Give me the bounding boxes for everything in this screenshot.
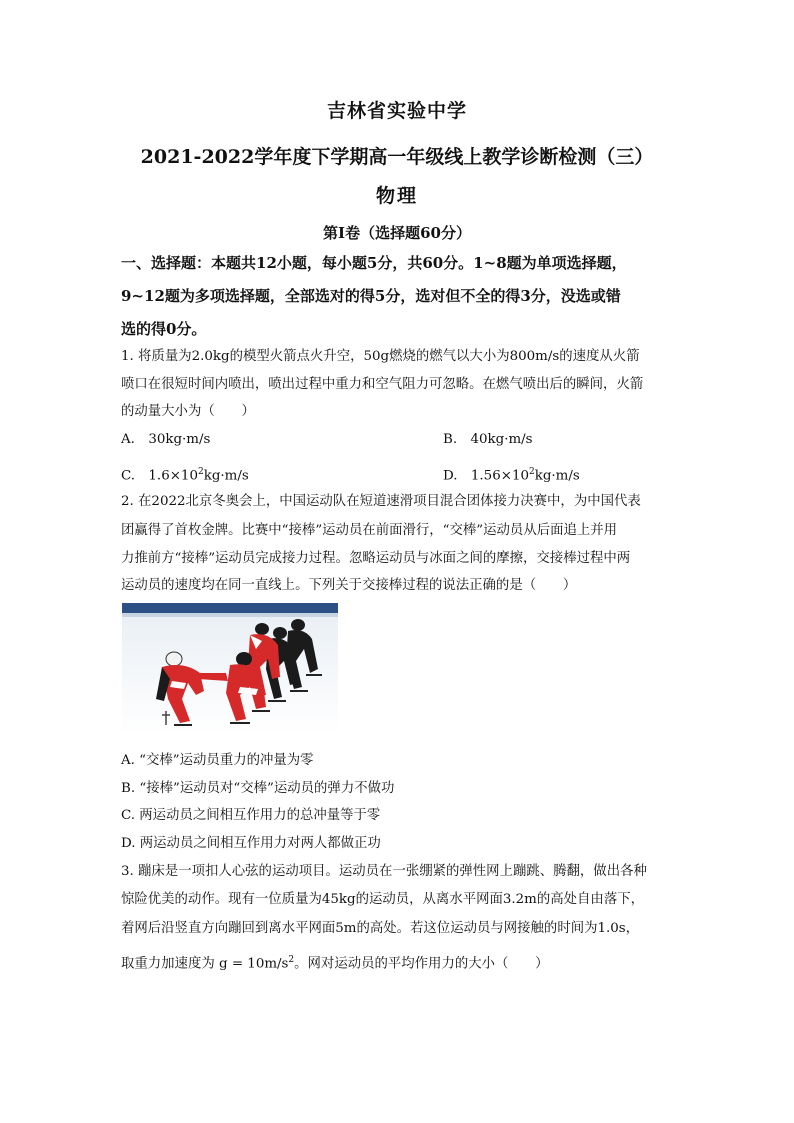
q3-question-text: 。网对运动员的平均作用力的大小（ ） <box>294 956 549 972</box>
q1-stem-line: 1. 将质量为2.0kg的模型火箭点火升空，50g燃烧的燃气以大小为800m/s的速度从火箭 <box>121 349 640 364</box>
q1-option-d-unit: kg·m/s <box>534 468 580 484</box>
speed-skaters-illustration <box>122 603 338 734</box>
q1-option-d-exponent: 2 <box>528 467 535 477</box>
q1-option-c-unit: kg·m/s <box>203 468 249 484</box>
subject-title: 物理 <box>375 185 418 207</box>
q1-option-d-value: D. 1.56×10 <box>443 468 529 484</box>
q2-stem-line: 力推前方“接棒”运动员完成接力过程。忽略运动员与冰面之间的摩擦，交接棒过程中两 <box>121 551 631 566</box>
school-title: 吉林省实验中学 <box>326 100 467 122</box>
q3-stem-line: 惊险优美的动作。现有一位质量为45kg的运动员，从离水平网面3.2m的高处自由落下， <box>121 892 644 907</box>
part-instruction-line: 9~12题为多项选择题，全部选对的得5分，选对但不全的得3分，没选或错 <box>121 287 621 305</box>
q3-stem-line: 着网后沿竖直方向蹦回到离水平网面5m的高处。若这位运动员与网接触的时间为1.0s， <box>121 921 640 936</box>
q1-option-b: B. 40kg·m/s <box>443 432 533 447</box>
q1-option-c-exponent: 2 <box>197 467 204 477</box>
q3-gravity-exponent: 2 <box>288 955 295 965</box>
q2-option-c: C. 两运动员之间相互作用力的总冲量等于零 <box>121 808 381 823</box>
q2-stem-line: 2. 在2022北京冬奥会上，中国运动队在短道速滑项目混合团体接力决赛中，为中国代表 <box>121 494 641 509</box>
q2-stem-line: 团赢得了首枚金牌。比赛中“接棒”运动员在前面滑行，“交棒”运动员从后面追上并用 <box>121 523 618 538</box>
q1-option-c <box>121 462 249 486</box>
speed-skating-photo <box>122 603 338 734</box>
q1-stem-line: 喷口在很短时间内喷出，喷出过程中重力和空气阻力可忽略。在燃气喷出后的瞬间，火箭 <box>121 377 644 392</box>
q1-option-a: A. 30kg·m/s <box>121 432 211 447</box>
q3-stem-last-line <box>121 950 549 974</box>
part-instruction-line: 一、选择题：本题共12小题，每小题5分，共60分。1~8题为单项选择题， <box>121 254 627 272</box>
q2-option-b: B. “接棒”运动员对“交棒”运动员的弹力不做功 <box>121 781 395 796</box>
q1-stem-line: 的动量大小为（ ） <box>121 404 255 419</box>
q2-option-a: A. “交棒”运动员重力的冲量为零 <box>121 753 314 768</box>
part-instruction-line: 选的得0分。 <box>121 320 207 338</box>
volume-heading: 第Ⅰ卷（选择题60分） <box>323 224 471 242</box>
q1-option-c-value: C. 1.6×10 <box>121 468 198 484</box>
q3-gravity-text: 取重力加速度为 g = 10m/s <box>121 956 289 972</box>
q2-option-d: D. 两运动员之间相互作用力对两人都做正功 <box>121 836 381 851</box>
q3-stem-line: 3. 蹦床是一项扣人心弦的运动项目。运动员在一张绷紧的弹性网上蹦跳、腾翻，做出各种 <box>121 864 647 879</box>
q1-option-d <box>443 462 580 486</box>
q2-stem-line: 运动员的速度均在同一直线上。下列关于交接棒过程的说法正确的是（ ） <box>121 578 577 593</box>
exam-title: 2021-2022学年度下学期高一年级线上教学诊断检测（三） <box>140 146 654 168</box>
